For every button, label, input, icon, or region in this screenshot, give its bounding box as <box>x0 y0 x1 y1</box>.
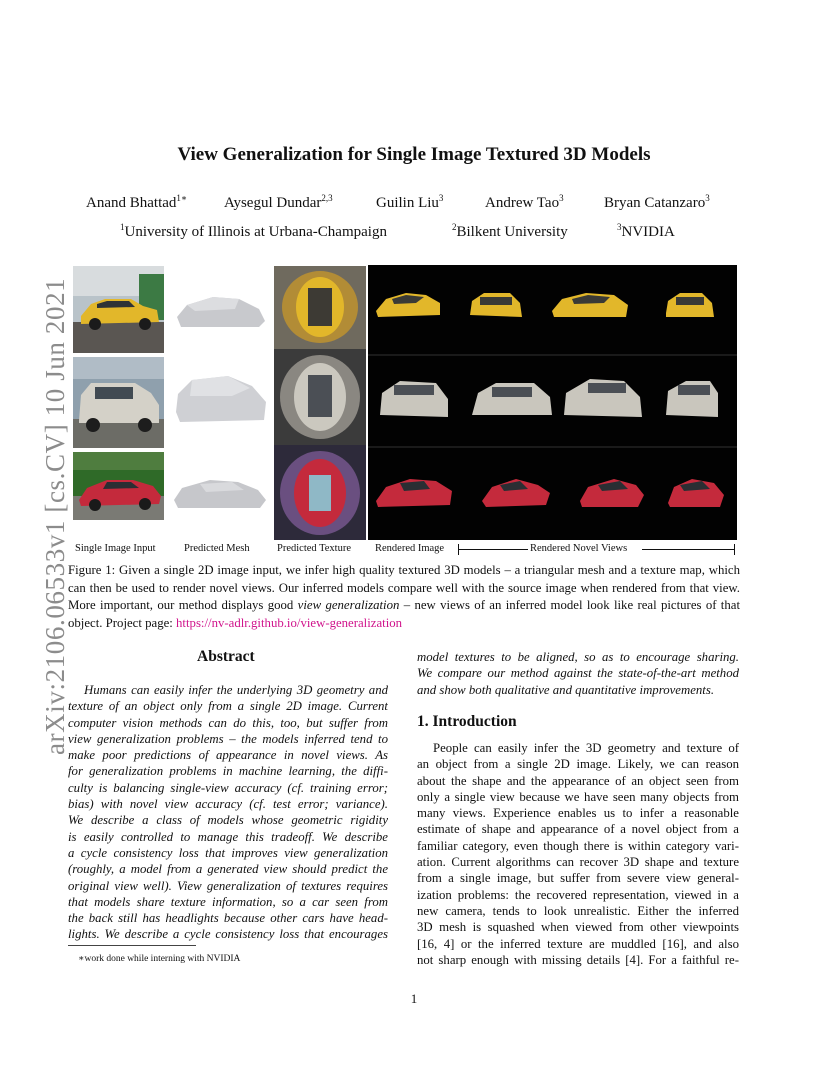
predicted-mesh-1 <box>173 287 269 340</box>
predicted-texture-1 <box>274 266 366 349</box>
figure-caption: Figure 1: Given a single 2D image input, we infer high quality textured 3D models – a triangular mesh and a texture map, which can then be used to render novel views. Our inferred models compare well with the source image when rendered from that view. More important, our method displays good view generalization – new views of an inferred model look like real pictures of that object. Project page: https://nv-adlr.github.io/view-generalization <box>68 563 740 630</box>
text-line: not sharp enough with missing details [4]. For a faithful re- <box>417 952 739 967</box>
abstract-continued <box>417 649 739 698</box>
affiliation-1: $^1$University of Illinois at Urbana-Champaign <box>120 222 387 240</box>
rendered-views-panel <box>368 265 737 540</box>
predicted-mesh-2 <box>172 366 270 437</box>
text-line: (roughly, a model from a generated view should predict the <box>68 862 388 877</box>
text-line: an object from a single 2D image. Likely, we can reason <box>417 757 739 772</box>
footnote: ∗work done while interning with NVIDIA <box>78 954 241 964</box>
author-1: Anand Bhattad$^{1∗}$ <box>86 193 188 211</box>
text-line: that models share texture information, so a car seen from <box>68 894 388 909</box>
text-line: original view well). View generalization of textures requires <box>68 878 388 893</box>
text-line: for generalization problems in machine learning, the diffi- <box>68 764 388 779</box>
predicted-texture-2 <box>274 349 366 445</box>
rendered-yellow-car-4 <box>666 293 714 317</box>
text-line: estimate of shape and appearance of a novel object from a <box>417 822 739 837</box>
affiliation-2: $^2$Bilkent University <box>452 222 568 240</box>
text-line: People can easily infer the 3D geometry and texture of <box>433 741 739 755</box>
paper-title: View Generalization for Single Image Textured 3D Models <box>177 144 651 165</box>
text-line: view generalization problems – the models inferred tend to <box>68 731 388 746</box>
rendered-yellow-car-3 <box>552 293 628 317</box>
novel-views-bracket-left <box>458 549 528 550</box>
text-line: and show both qualitative and quantitative improvements. <box>417 682 715 697</box>
abstract-heading: Abstract <box>197 648 255 665</box>
predicted-mesh-3 <box>170 470 270 517</box>
text-line: culty is balancing single-view accuracy (cf. training error; <box>68 780 388 795</box>
rendered-red-car-3 <box>580 479 644 507</box>
novel-views-bracket-right <box>642 549 735 550</box>
text-line: lights. We describe a cycle consistency loss that encourages <box>68 927 388 942</box>
arxiv-stamp: arXiv:2106.06533v1 [cs.CV] 10 Jun 2021 <box>40 277 70 755</box>
text-line: We compare our method against the state-of-the-art method <box>417 666 739 681</box>
rendered-red-car-1 <box>376 479 452 507</box>
page-number: 1 <box>410 991 418 1006</box>
text-line: familiar category, even though there is within category vari- <box>417 838 739 853</box>
text-line: Humans can easily infer the underlying 3D geometry and <box>84 683 388 697</box>
introduction-heading: 1. Introduction <box>417 713 517 730</box>
abstract-body <box>68 682 388 943</box>
text-line: texture of an object only from a single 2D image. Current <box>68 699 388 714</box>
text-line: make poor predictions of appearance in novel views. As <box>68 748 388 763</box>
rendered-white-car-4 <box>666 381 718 417</box>
input-photo-yellow-car <box>73 266 164 353</box>
rendered-yellow-car-2 <box>470 293 522 317</box>
rendered-white-car-1 <box>380 381 448 417</box>
rendered-white-car-3 <box>564 379 642 417</box>
rendered-red-car-2 <box>482 479 550 507</box>
author-4: Andrew Tao$^3$ <box>485 193 564 211</box>
text-line: 3D mesh is squashed when viewed from other viewpoints <box>417 920 739 935</box>
text-line: is easily controlled to manage this tradeoff. We describe <box>68 829 388 844</box>
label-single-image-input: Single Image Input <box>75 543 156 554</box>
label-predicted-mesh: Predicted Mesh <box>184 543 250 554</box>
text-line: [16, 4] or the inferred texture are muddled [16], and also <box>417 936 739 951</box>
text-line: ization problems: the recovered representation, viewed in a <box>417 887 739 902</box>
text-line: We describe a class of models whose geometric rigidity <box>68 813 388 828</box>
text-line: model textures to be aligned, so as to encourage sharing. <box>417 650 739 664</box>
text-line: a cycle consistency loss that improves view generalization <box>68 845 388 860</box>
rendered-white-car-2 <box>472 383 552 415</box>
rendered-yellow-car-1 <box>376 293 440 317</box>
bracket-tick-left <box>458 544 459 555</box>
label-rendered-image: Rendered Image <box>375 543 445 554</box>
introduction-body <box>417 740 739 968</box>
footnote-rule <box>68 945 196 946</box>
project-page-link[interactable]: https://nv-adlr.github.io/view-generalization <box>176 615 403 630</box>
author-5: Bryan Catanzaro$^3$ <box>604 193 710 211</box>
label-predicted-texture: Predicted Texture <box>277 543 352 554</box>
label-rendered-novel-views: Rendered Novel Views <box>530 543 628 554</box>
affiliation-3: $^3$NVIDIA <box>617 222 675 240</box>
author-2: Aysegul Dundar$^{2,3}$ <box>224 193 333 211</box>
text-line: only a single view because we have seen many objects from <box>417 789 739 804</box>
text-line: computer vision methods can do this, too, but suffer from <box>68 715 388 730</box>
text-line: bias) with novel view accuracy (cf. test error; variance). <box>68 797 388 812</box>
text-line: about the shape and the appearance of an object seen from <box>417 773 739 788</box>
text-line: ation. Current algorithms can recover 3D shape and texture <box>417 855 739 870</box>
input-photo-red-car <box>73 452 164 520</box>
predicted-texture-3 <box>274 445 366 540</box>
rendered-red-car-4 <box>668 479 724 507</box>
text-line: from a single image, but suffer from severe view general- <box>417 871 739 886</box>
input-photo-white-suv <box>73 357 164 448</box>
text-line: many views. Experience enables us to infer a reasonable <box>417 806 739 821</box>
text-line: new camera, tends to look unrealistic. Either the inferred <box>417 903 739 918</box>
bracket-tick-right <box>734 544 735 555</box>
text-line: the back still has headlights because other cars have head- <box>68 911 388 926</box>
author-3: Guilin Liu$^3$ <box>376 193 444 211</box>
